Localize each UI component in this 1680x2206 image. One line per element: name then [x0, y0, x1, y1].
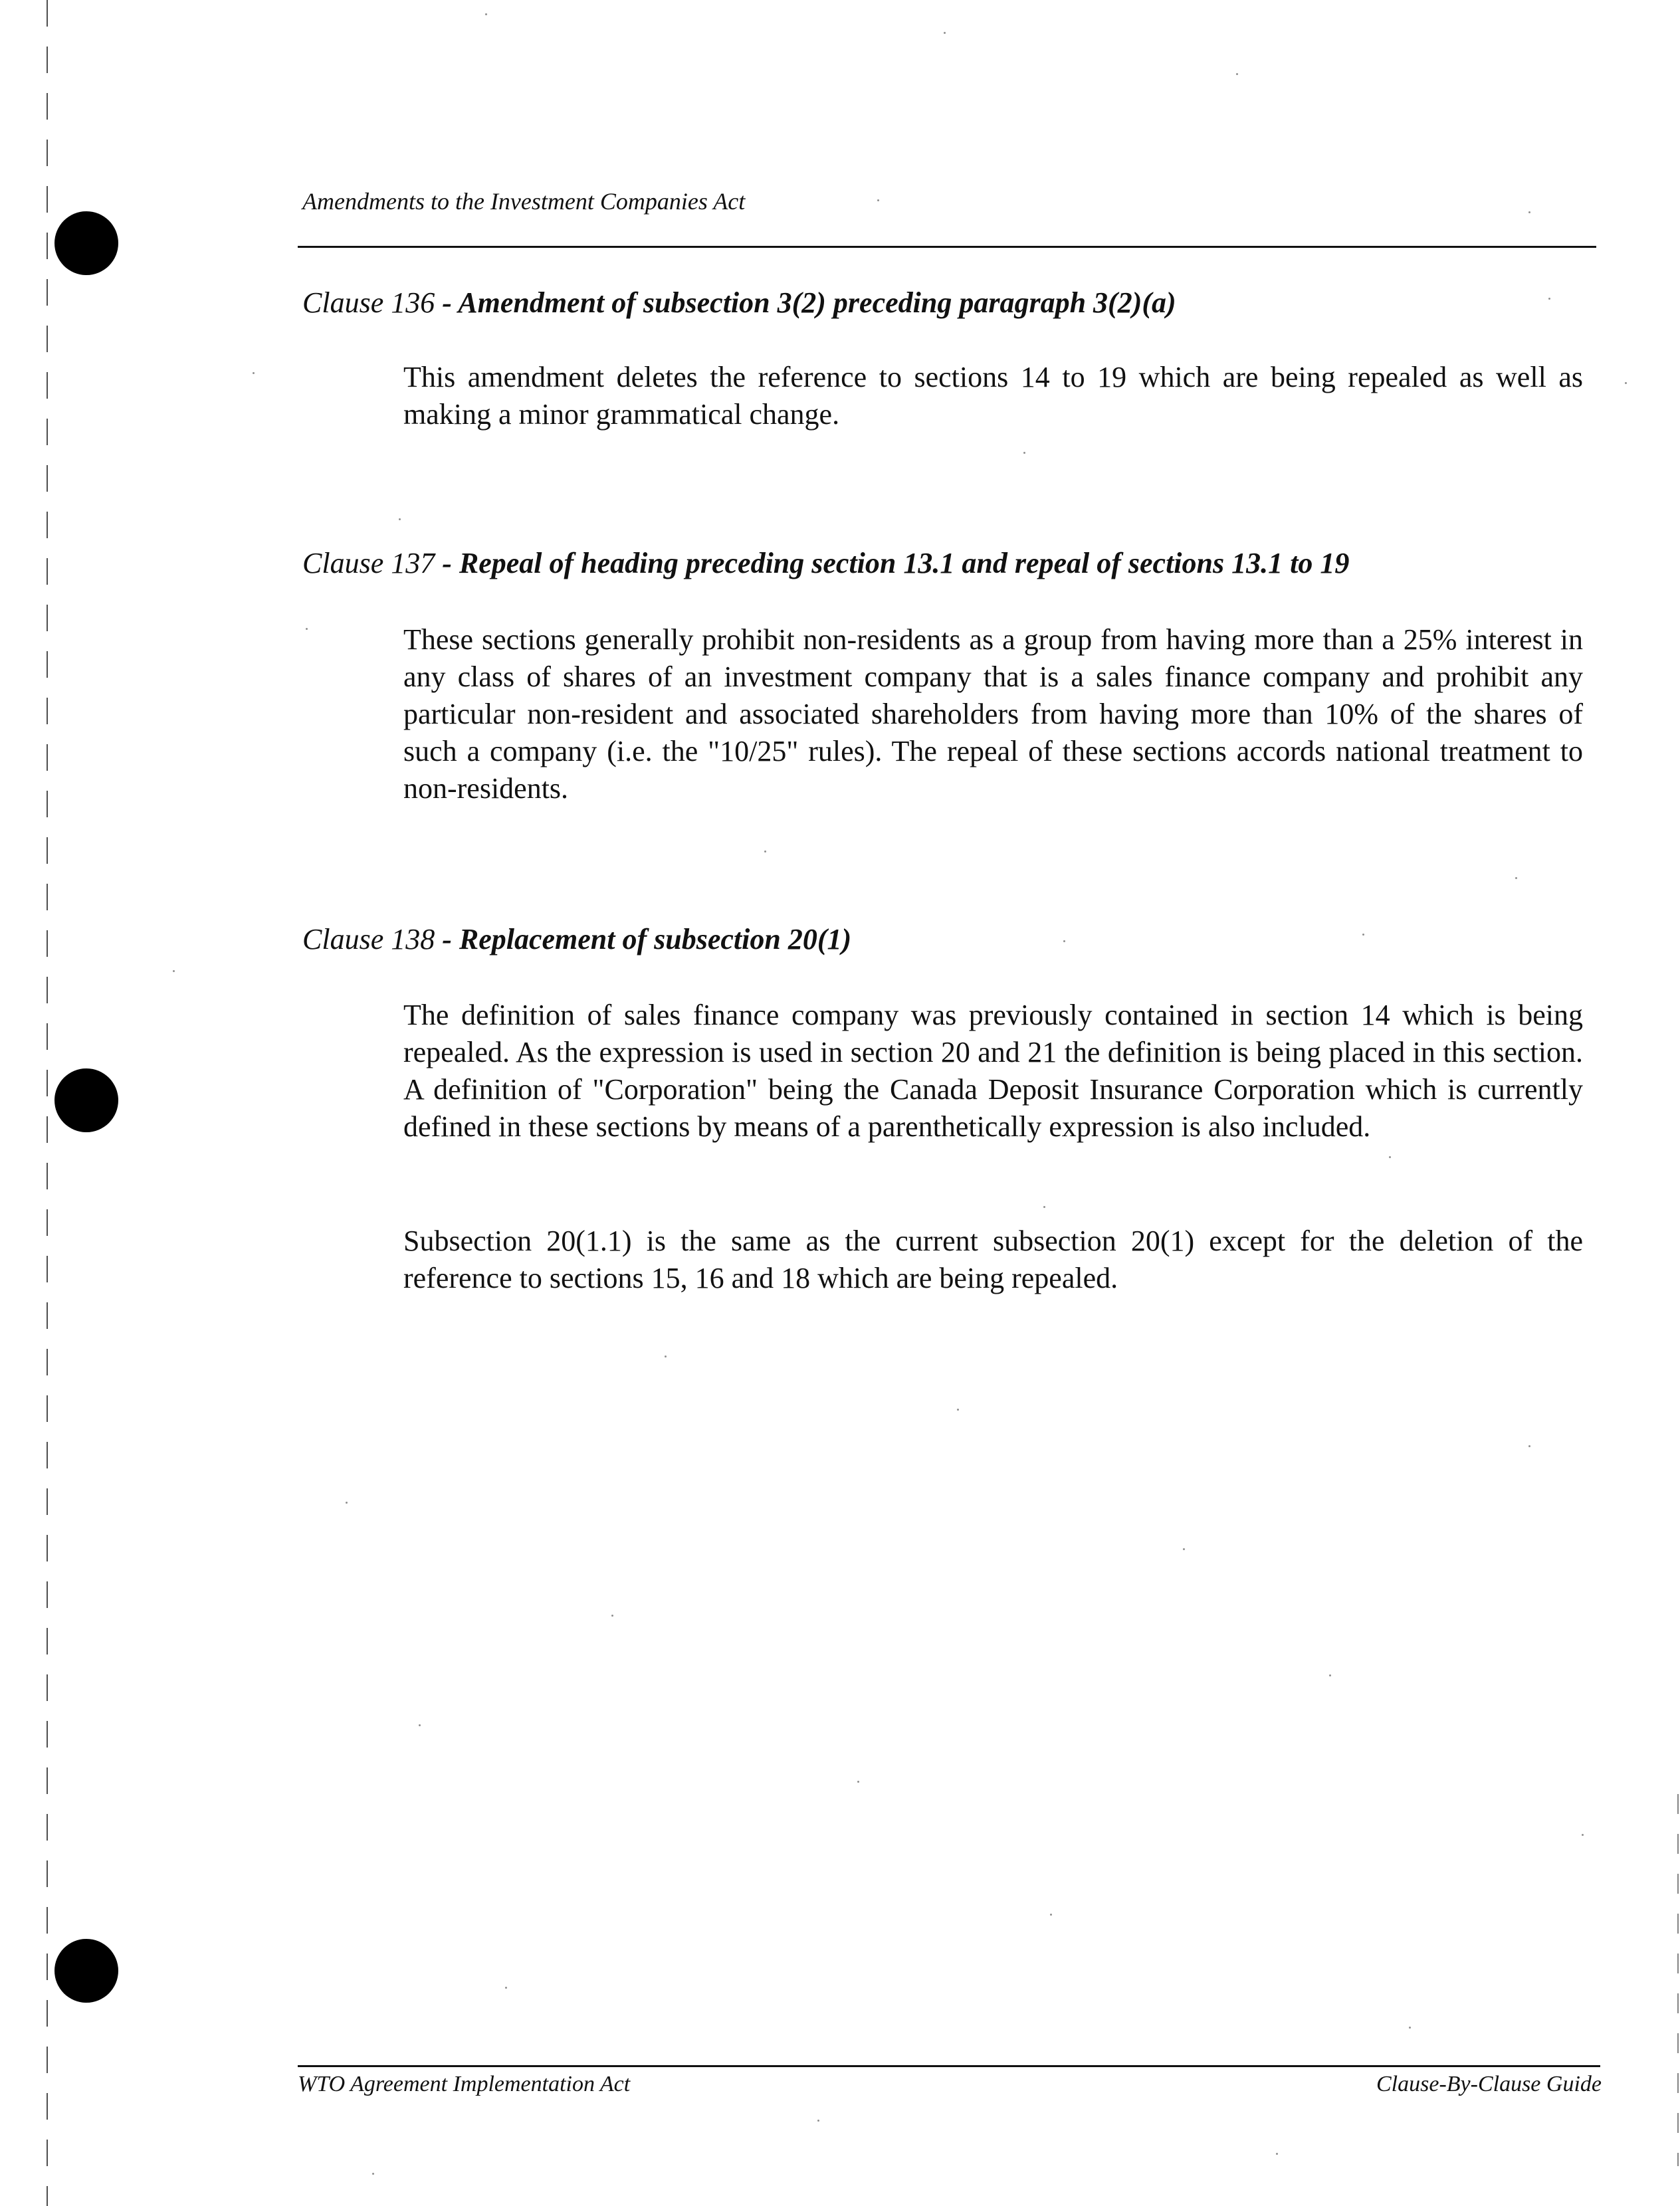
clause-heading-138	[302, 922, 851, 956]
punch-hole-icon	[54, 1939, 118, 2003]
header-rule	[298, 246, 1596, 248]
scan-speck	[1548, 298, 1550, 300]
scan-speck	[306, 628, 308, 630]
scan-speck	[817, 2120, 819, 2122]
clause-138-paragraph-2: Subsection 20(1.1) is the same as the current subsection 20(1) except for the deletion of the reference to sections 15, 16 and 18 which are being repealed.	[403, 1225, 1583, 1294]
clause-number: Clause 136	[302, 286, 435, 319]
scan-speck	[1528, 1445, 1530, 1447]
scan-speck	[1409, 2027, 1411, 2029]
scan-speck	[877, 199, 879, 201]
scan-speck	[1043, 1206, 1045, 1208]
scan-edge-line	[47, 0, 48, 2206]
scan-speck	[1183, 1548, 1185, 1550]
scan-speck	[1362, 934, 1364, 936]
clause-138-paragraph-1: The definition of sales finance company was previously contained in section 14 which is being repealed. As the expression is used in section 20 and 21 the definition is being placed in this section. A definition of "Corporation" being the Canada Deposit Insurance Corporation which is currently defined in these sections by means of a parenthetically expression is also included.	[403, 999, 1583, 1143]
scan-speck	[1023, 452, 1025, 454]
scan-speck	[957, 1409, 959, 1411]
footer-title: WTO Agreement Implementation Act	[298, 2072, 631, 2096]
clause-heading-136	[302, 286, 1176, 320]
clause-number: Clause 138	[302, 923, 435, 955]
scan-speck	[1515, 877, 1517, 879]
scan-speck	[1236, 73, 1238, 75]
scan-speck	[1050, 1914, 1052, 1916]
footer-rule	[298, 2065, 1600, 2067]
running-head: Amendments to the Investment Companies Act	[302, 188, 746, 215]
scan-speck	[372, 2173, 374, 2175]
punch-hole-icon	[54, 211, 118, 275]
scan-speck	[419, 1724, 421, 1726]
clause-title: - Amendment of subsection 3(2) preceding paragraph 3(2)(a)	[435, 286, 1176, 319]
scan-speck	[1276, 2153, 1278, 2155]
scan-edge-line-right	[1677, 1794, 1679, 2166]
scan-speck	[399, 518, 401, 520]
scan-speck	[485, 13, 487, 15]
scan-speck	[1625, 382, 1627, 384]
clause-heading-137	[302, 546, 1349, 580]
scan-speck	[1582, 1834, 1584, 1836]
scan-speck	[665, 1355, 667, 1357]
punch-hole-icon	[54, 1068, 118, 1132]
scan-speck	[505, 1987, 507, 1989]
scan-speck	[611, 1615, 613, 1617]
scan-speck	[764, 851, 766, 852]
scan-speck	[253, 372, 255, 374]
scan-speck	[1528, 211, 1530, 213]
scan-speck	[1329, 1674, 1331, 1676]
scan-speck	[857, 1781, 859, 1783]
scan-speck	[173, 970, 175, 972]
clause-title: - Repeal of heading preceding section 13.1 and repeal of sections 13.1 to 19	[435, 547, 1350, 579]
scan-speck	[944, 32, 946, 34]
scan-speck	[1063, 940, 1065, 942]
scan-speck	[346, 1502, 348, 1504]
scan-speck	[1389, 1156, 1391, 1158]
clause-136-paragraph: This amendment deletes the reference to sections 14 to 19 which are being repealed as well as making a minor grammatical change.	[403, 361, 1583, 431]
clause-137-paragraph: These sections generally prohibit non-residents as a group from having more than a 25% interest in any class of shares of an investment company that is a sales finance company and prohibit any particular non-resident and associated shareholders from having more than 10% of the shares of such a company (i.e. the "10/25" rules). The repeal of these sections accords national treatment to non-residents.	[403, 623, 1583, 805]
clause-title: - Replacement of subsection 20(1)	[435, 923, 852, 955]
clause-number: Clause 137	[302, 547, 435, 579]
footer-guide-label: Clause-By-Clause Guide	[1376, 2072, 1602, 2096]
